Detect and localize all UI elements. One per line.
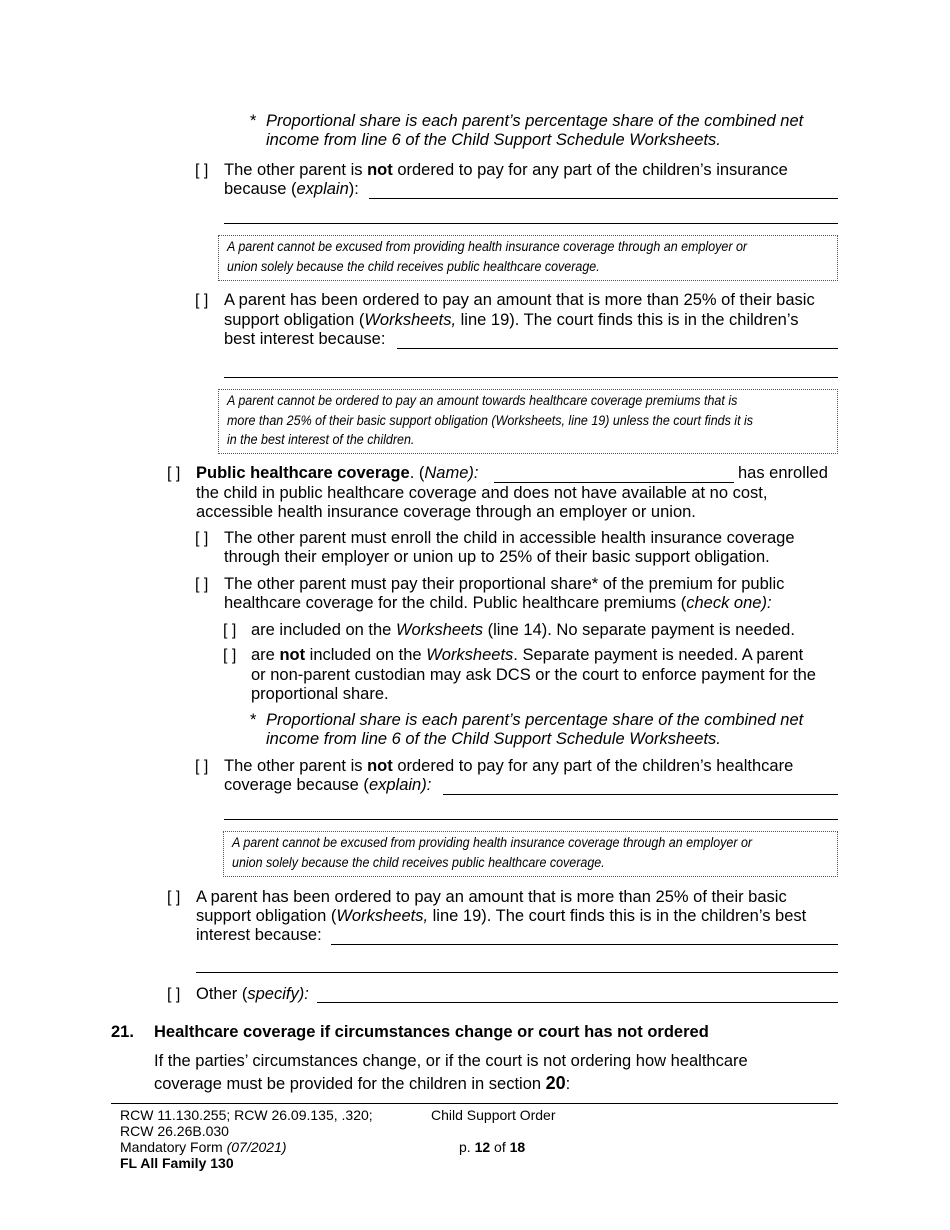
checkbox-public-healthcare[interactable]: [ ] [167, 465, 181, 482]
info-box-excused-insurance: A parent cannot be excused from providing health insurance coverage through an employer or union solely because the child receives public healthcare coverage. [218, 235, 838, 281]
proportional-share-line1: The other parent must pay their proportional share* of the premium for public [224, 575, 785, 593]
proportional-share-note-line1: Proportional share is each parent’s percentage share of the combined net [266, 112, 804, 130]
over-25-2-line1: A parent has been ordered to pay an amount that is more than 25% of their basic [196, 888, 787, 906]
has-enrolled-text: has enrolled [738, 464, 828, 482]
over-25-line3: best interest because: [224, 330, 386, 348]
footer-form-id: FL All Family 130 [120, 1155, 234, 1171]
premiums-not-included-line2: or non-parent custodian may ask DCS or the court to enforce payment for the [251, 666, 816, 684]
section-21-line2: coverage must be provided for the children in section 20: [154, 1073, 571, 1093]
info-box-excused-healthcare: A parent cannot be excused from providing health insurance coverage through an employer or union solely because the child receives public healthcare coverage. [223, 831, 838, 877]
not-ordered-insurance-line1: The other parent is not ordered to pay for any part of the children’s insurance [224, 161, 788, 179]
checkbox-must-enroll[interactable]: [ ] [195, 530, 209, 547]
checkbox-premiums-not-included[interactable]: [ ] [223, 647, 237, 664]
best-interest-input-line2[interactable] [224, 377, 838, 378]
proportional-share-note-line2: income from line 6 of the Child Support Schedule Worksheets. [266, 131, 721, 149]
explain-healthcare-input-line1[interactable] [443, 794, 838, 795]
over-25-line1: A parent has been ordered to pay an amount that is more than 25% of their basic [224, 291, 815, 309]
footer-divider [111, 1103, 838, 1104]
checkbox-not-ordered-insurance[interactable]: [ ] [195, 162, 209, 179]
footer-doc-title: Child Support Order [431, 1107, 556, 1123]
best-interest-input-line1[interactable] [397, 348, 838, 349]
best-interest-2-input-line1[interactable] [331, 944, 838, 945]
not-ordered-healthcare-line1: The other parent is not ordered to pay for any part of the children’s healthcare [224, 757, 794, 775]
explain-input-line1[interactable] [369, 198, 838, 199]
section-21-line1: If the parties’ circumstances change, or if the court is not ordering how healthcare [154, 1052, 748, 1070]
must-enroll-line2: through their employer or union up to 25% of their basic support obligation. [224, 548, 770, 566]
footer-mandatory-form: Mandatory Form (07/2021) [120, 1139, 287, 1155]
footer-rcw-line2: RCW 26.26B.030 [120, 1123, 229, 1139]
explain-input-line2[interactable] [224, 223, 838, 224]
checkbox-other[interactable]: [ ] [167, 986, 181, 1003]
other-specify-input-line[interactable] [317, 1002, 838, 1003]
best-interest-2-input-line2[interactable] [196, 972, 838, 973]
asterisk-2: * [250, 711, 257, 729]
checkbox-premiums-included[interactable]: [ ] [223, 622, 237, 639]
info-box-25-percent-limit: A parent cannot be ordered to pay an amount towards healthcare coverage premiums that is more than 25% of their basic support obligation (Worksheets, line 19) unless the court finds it is in the best interest of the children. [218, 389, 838, 454]
checkbox-over-25-percent-2[interactable]: [ ] [167, 889, 181, 906]
section-21-number: 21. [111, 1023, 134, 1041]
public-healthcare-line2: the child in public healthcare coverage and does not have available at no cost, [196, 484, 768, 502]
premiums-not-included-line3: proportional share. [251, 685, 389, 703]
not-ordered-healthcare-line2: coverage because (explain): [224, 776, 432, 794]
proportional-share-line2: healthcare coverage for the child. Public healthcare premiums (check one): [224, 594, 772, 612]
must-enroll-line1: The other parent must enroll the child in accessible health insurance coverage [224, 529, 795, 547]
checkbox-not-ordered-healthcare[interactable]: [ ] [195, 758, 209, 775]
explain-healthcare-input-line2[interactable] [224, 819, 838, 820]
checkbox-proportional-share[interactable]: [ ] [195, 576, 209, 593]
section-21-title: Healthcare coverage if circumstances change or court has not ordered [154, 1023, 709, 1041]
asterisk: * [250, 112, 257, 130]
proportional-share-note2-line2: income from line 6 of the Child Support Schedule Worksheets. [266, 730, 721, 748]
footer-rcw-line1: RCW 11.130.255; RCW 26.09.135, .320; [120, 1107, 373, 1123]
public-healthcare-line1: Public healthcare coverage. (Name): [196, 464, 479, 482]
not-ordered-insurance-line2: because (explain): [224, 180, 359, 198]
over-25-2-line3: interest because: [196, 926, 322, 944]
over-25-line2: support obligation (Worksheets, line 19). The court finds this is in the children’s [224, 311, 799, 329]
over-25-2-line2: support obligation (Worksheets, line 19). The court finds this is in the children’s best [196, 907, 807, 925]
other-label: Other (specify): [196, 985, 309, 1003]
proportional-share-note2-line1: Proportional share is each parent’s percentage share of the combined net [266, 711, 804, 729]
footer-page-number: p. 12 of 18 [459, 1139, 526, 1155]
premiums-not-included-line1: are not included on the Worksheets. Separate payment is needed. A parent [251, 646, 804, 664]
public-healthcare-line3: accessible health insurance coverage through an employer or union. [196, 503, 696, 521]
checkbox-over-25-percent[interactable]: [ ] [195, 292, 209, 309]
premiums-included-text: are included on the Worksheets (line 14). No separate payment is needed. [251, 621, 795, 639]
name-input-line[interactable] [494, 482, 734, 483]
